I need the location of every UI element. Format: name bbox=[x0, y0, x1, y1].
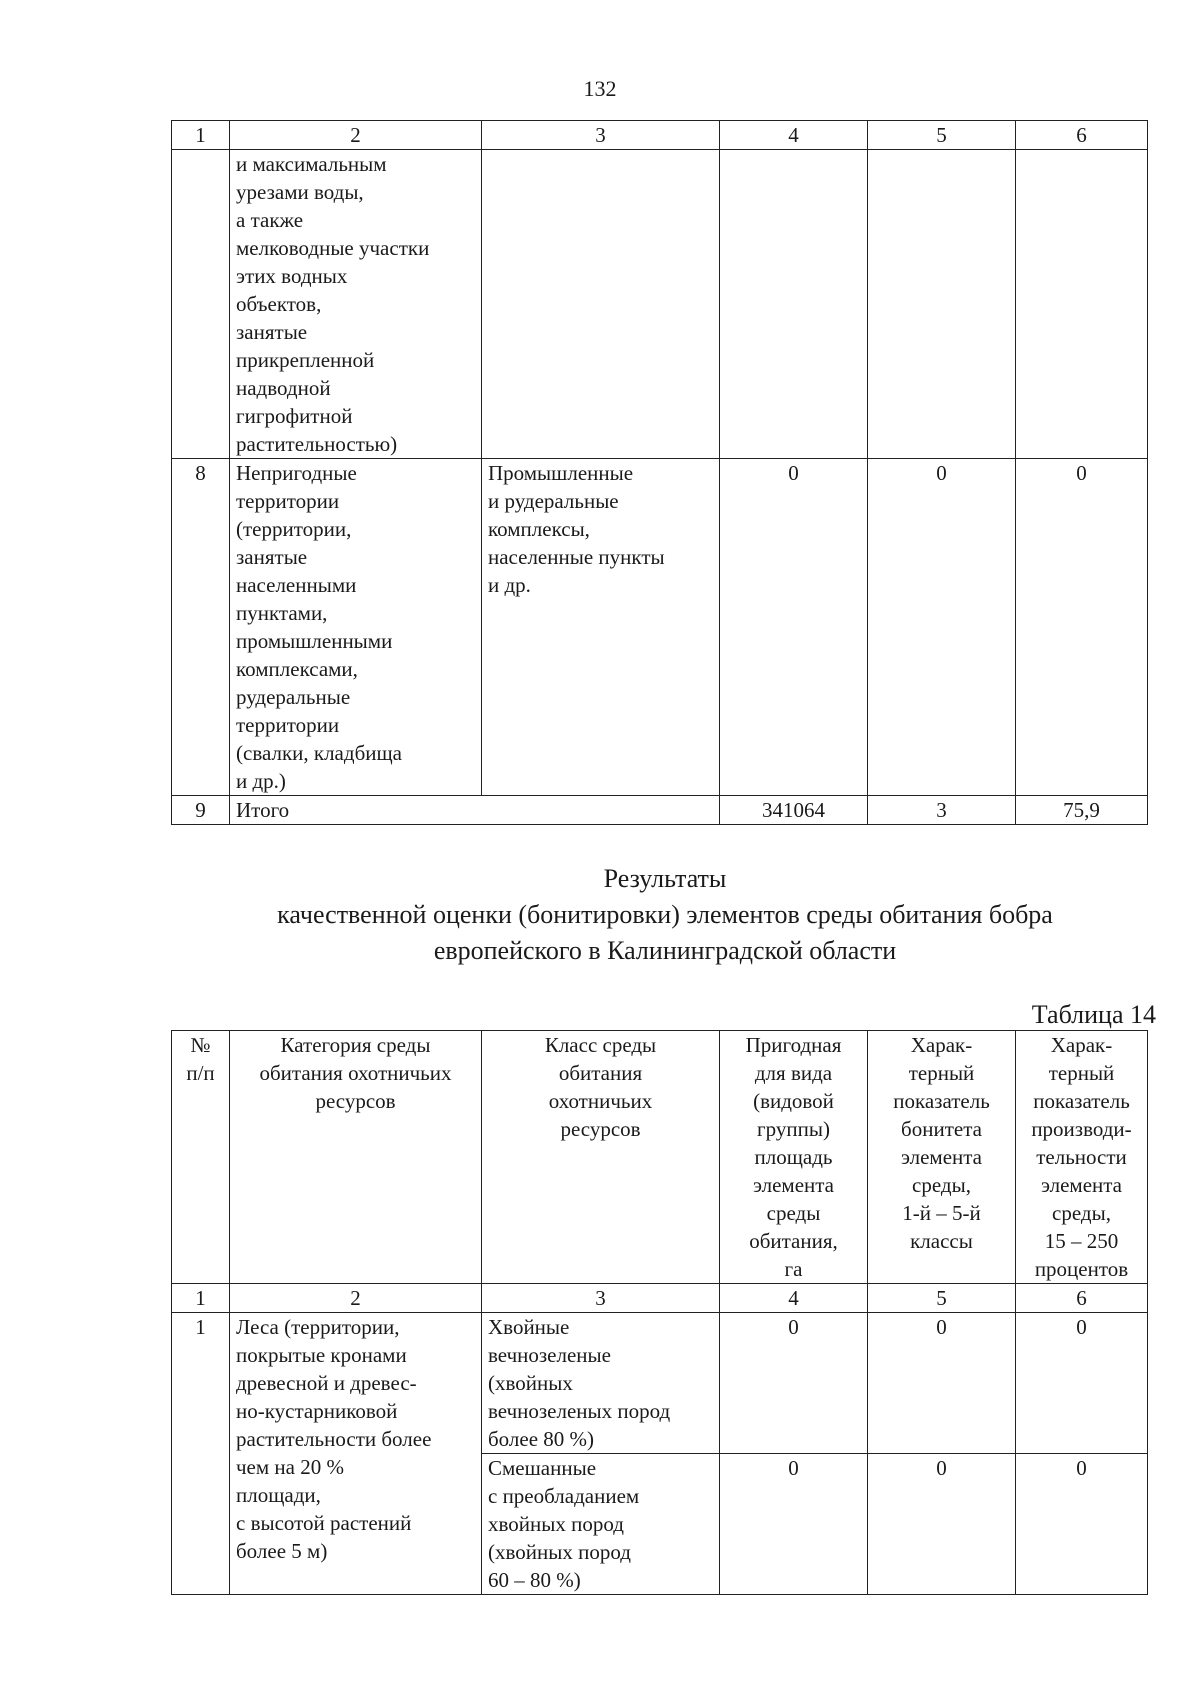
category-text: и максимальным урезами воды, а также мелководные участки этих водных объектов, занятые прикрепленной надводной гигрофитной растительностью) bbox=[236, 152, 430, 456]
header-bonitet-text: Харак- терный показатель бонитета элемента среды, 1-й – 5-й классы bbox=[893, 1033, 990, 1253]
table-row-8 bbox=[172, 459, 1148, 796]
row-number-cell: 1 bbox=[172, 1313, 230, 1595]
bonitet-cell: 3 bbox=[868, 796, 1016, 825]
bonitet-cell: 0 bbox=[868, 1454, 1016, 1595]
productivity-cell bbox=[1016, 150, 1148, 459]
col-number-5: 5 bbox=[868, 121, 1016, 150]
productivity-cell: 75,9 bbox=[1016, 796, 1148, 825]
header-bonitet bbox=[868, 1031, 1016, 1284]
col-number-5: 5 bbox=[868, 1284, 1016, 1313]
header-category-text: Категория среды обитания охотничьих ресурсов bbox=[259, 1033, 452, 1113]
column-number-row bbox=[172, 121, 1148, 150]
row-number-cell: 8 bbox=[172, 459, 230, 796]
page-number: 132 bbox=[583, 76, 617, 101]
table-row-continuation bbox=[172, 150, 1148, 459]
class-cell bbox=[482, 1454, 720, 1595]
productivity-cell: 0 bbox=[1016, 1313, 1148, 1454]
category-cell bbox=[230, 1313, 482, 1595]
area-cell: 0 bbox=[720, 459, 868, 796]
table-continued bbox=[171, 120, 1148, 825]
col-number-2: 2 bbox=[230, 121, 482, 150]
section-heading-line-1: Результаты bbox=[603, 864, 727, 893]
productivity-cell: 0 bbox=[1016, 459, 1148, 796]
class-cell bbox=[482, 1313, 720, 1454]
header-productivity-text: Харак- терный показатель производи- тельности элемента среды, 15 – 250 процентов bbox=[1031, 1033, 1132, 1281]
area-cell: 0 bbox=[720, 1454, 868, 1595]
row-number-cell bbox=[172, 150, 230, 459]
section-heading-line-3: европейского в Калининградской области bbox=[433, 936, 897, 965]
class-cell bbox=[482, 150, 720, 459]
bonitet-cell: 0 bbox=[868, 459, 1016, 796]
header-class bbox=[482, 1031, 720, 1284]
header-num-text: № п/п bbox=[186, 1033, 215, 1085]
col-number-1: 1 bbox=[172, 1284, 230, 1313]
row-number-cell: 9 bbox=[172, 796, 230, 825]
category-text: Непригодные территории (территории, занятые населенными пунктами, промышленными комплексами, рудеральные территории (свалки, кладбища и др.) bbox=[236, 461, 402, 793]
header-num bbox=[172, 1031, 230, 1284]
col-number-2: 2 bbox=[230, 1284, 482, 1313]
col-number-4: 4 bbox=[720, 121, 868, 150]
header-area-text: Пригодная для вида (видовой группы) площадь элемента среды обитания, га bbox=[745, 1033, 842, 1281]
category-cell bbox=[230, 150, 482, 459]
class-text: Смешанные с преобладанием хвойных пород (хвойных пород 60 – 80 %) bbox=[488, 1456, 640, 1592]
productivity-cell: 0 bbox=[1016, 1454, 1148, 1595]
header-category bbox=[230, 1031, 482, 1284]
col-number-4: 4 bbox=[720, 1284, 868, 1313]
class-text: Хвойные вечнозеленые (хвойных вечнозеленых пород более 80 %) bbox=[488, 1315, 671, 1451]
table-row-total bbox=[172, 796, 1148, 825]
column-number-row bbox=[172, 1284, 1148, 1313]
table-14 bbox=[171, 1030, 1148, 1595]
col-number-3: 3 bbox=[482, 121, 720, 150]
area-cell: 0 bbox=[720, 1313, 868, 1454]
header-area bbox=[720, 1031, 868, 1284]
table-row-1a bbox=[172, 1313, 1148, 1454]
category-text: Леса (территории, покрытые кронами древесной и древес- но-кустарниковой растительности более чем на 20 % площади, с высотой растений более 5 м) bbox=[236, 1315, 432, 1563]
col-number-6: 6 bbox=[1016, 1284, 1148, 1313]
col-number-3: 3 bbox=[482, 1284, 720, 1313]
table-label: Таблица 14 bbox=[1031, 1000, 1156, 1029]
header-class-text: Класс среды обитания охотничьих ресурсов bbox=[544, 1033, 657, 1141]
total-label-cell: Итого bbox=[230, 796, 720, 825]
table-header-row bbox=[172, 1031, 1148, 1284]
category-cell bbox=[230, 459, 482, 796]
section-heading-line-2: качественной оценки (бонитировки) элементов среды обитания бобра bbox=[277, 900, 1053, 929]
class-text: Промышленные и рудеральные комплексы, населенные пункты и др. bbox=[488, 461, 665, 597]
bonitet-cell bbox=[868, 150, 1016, 459]
header-productivity bbox=[1016, 1031, 1148, 1284]
area-cell: 341064 bbox=[720, 796, 868, 825]
bonitet-cell: 0 bbox=[868, 1313, 1016, 1454]
col-number-6: 6 bbox=[1016, 121, 1148, 150]
area-cell bbox=[720, 150, 868, 459]
class-cell bbox=[482, 459, 720, 796]
col-number-1: 1 bbox=[172, 121, 230, 150]
